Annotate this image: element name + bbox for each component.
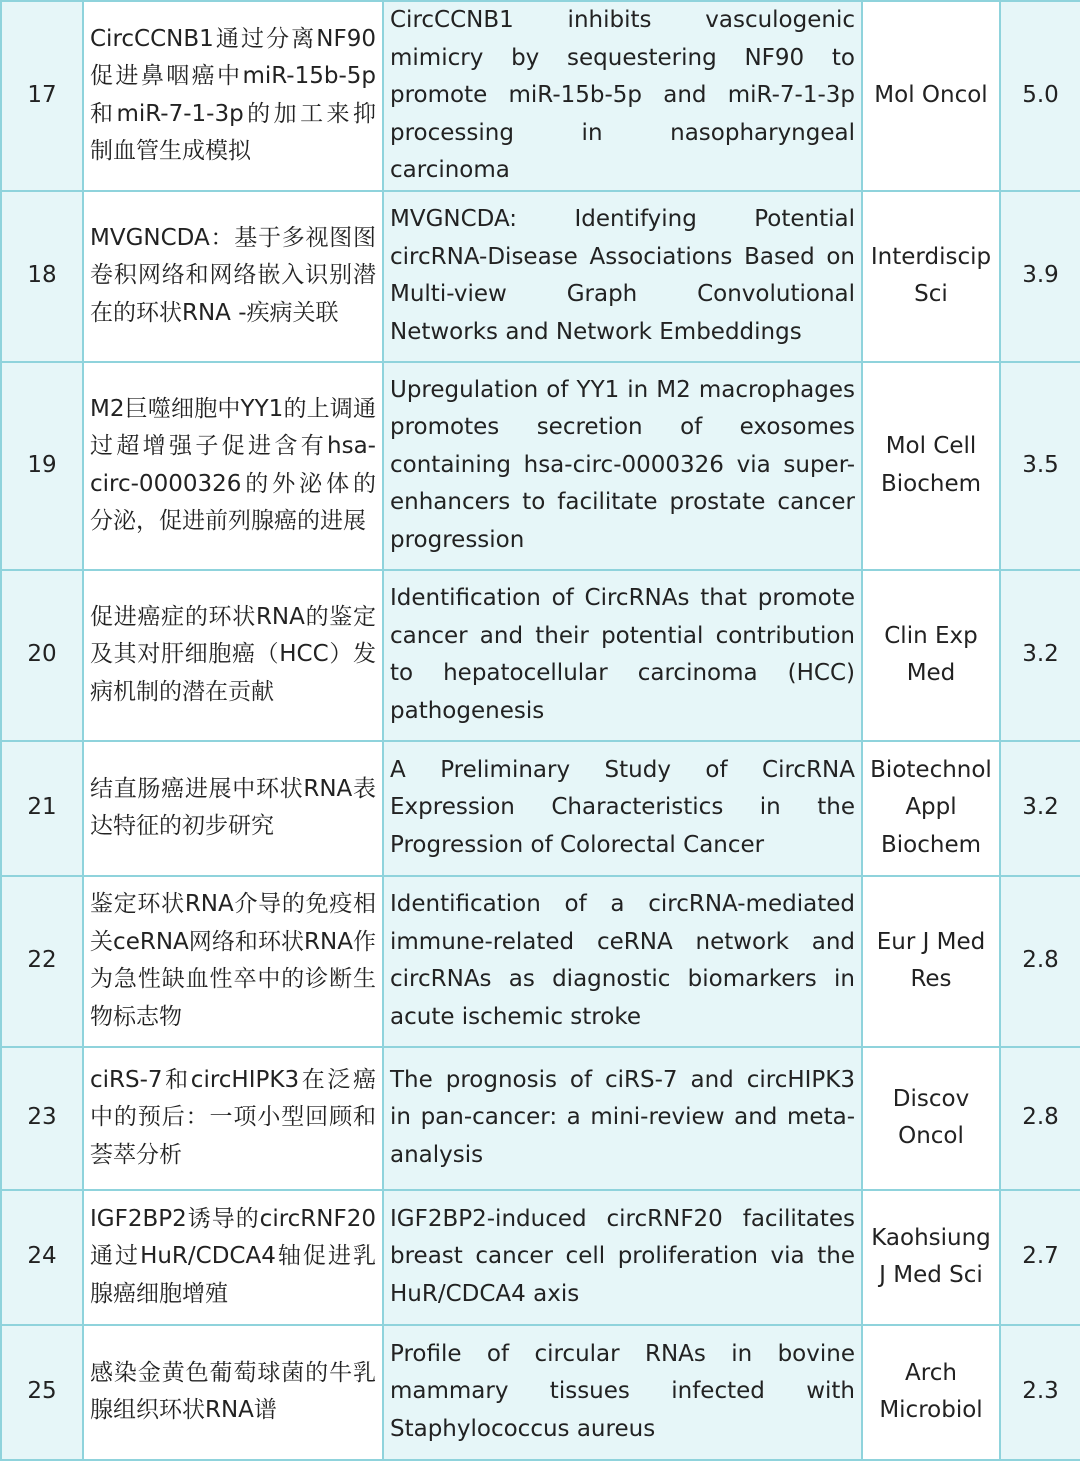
journal-name: Eur J Med Res bbox=[862, 876, 1000, 1047]
row-number: 22 bbox=[1, 876, 83, 1047]
english-title: IGF2BP2-induced circRNF20 facilitates breast cancer cell proliferation via the HuR/CDCA4 axis bbox=[383, 1190, 862, 1325]
impact-factor: 3.5 bbox=[1000, 362, 1080, 570]
row-number: 21 bbox=[1, 741, 83, 876]
english-title: MVGNCDA: Identifying Potential circRNA-Disease Associations Based on Multi-view Graph Convolutional Networks and Network Embeddings bbox=[383, 191, 862, 362]
impact-factor: 2.8 bbox=[1000, 876, 1080, 1047]
journal-name: Interdiscip Sci bbox=[862, 191, 1000, 362]
row-number: 18 bbox=[1, 191, 83, 362]
row-number: 23 bbox=[1, 1047, 83, 1190]
chinese-title: IGF2BP2诱导的circRNF20通过HuR/CDCA4轴促进乳腺癌细胞增殖 bbox=[83, 1190, 383, 1325]
impact-factor: 5.0 bbox=[1000, 1, 1080, 191]
english-title: CircCCNB1 inhibits vasculogenic mimicry by sequestering NF90 to promote miR-15b-5p and miR-7-1-3p processing in nasopharyngeal carcinoma bbox=[383, 1, 862, 191]
chinese-title: M2巨噬细胞中YY1的上调通过超增强子促进含有hsa-circ-0000326的外泌体的分泌，促进前列腺癌的进展 bbox=[83, 362, 383, 570]
chinese-title: ciRS-7和circHIPK3在泛癌中的预后：一项小型回顾和荟萃分析 bbox=[83, 1047, 383, 1190]
table-row bbox=[1, 1047, 1080, 1190]
row-number: 20 bbox=[1, 570, 83, 741]
journal-name: Discov Oncol bbox=[862, 1047, 1000, 1190]
table-row bbox=[1, 876, 1080, 1047]
row-number: 17 bbox=[1, 1, 83, 191]
english-title: The prognosis of ciRS-7 and circHIPK3 in pan-cancer: a mini-review and meta-analysis bbox=[383, 1047, 862, 1190]
impact-factor: 2.8 bbox=[1000, 1047, 1080, 1190]
english-title: Identification of CircRNAs that promote cancer and their potential contribution to hepatocellular carcinoma (HCC) pathogenesis bbox=[383, 570, 862, 741]
english-title: Profile of circular RNAs in bovine mammary tissues infected with Staphylococcus aureus bbox=[383, 1325, 862, 1460]
impact-factor: 3.9 bbox=[1000, 191, 1080, 362]
impact-factor: 3.2 bbox=[1000, 570, 1080, 741]
english-title: Identification of a circRNA-mediated immune-related ceRNA network and circRNAs as diagnostic biomarkers in acute ischemic stroke bbox=[383, 876, 862, 1047]
table-row bbox=[1, 362, 1080, 570]
chinese-title: 鉴定环状RNA介导的免疫相关ceRNA网络和环状RNA作为急性缺血性卒中的诊断生物标志物 bbox=[83, 876, 383, 1047]
chinese-title: 感染金黄色葡萄球菌的牛乳腺组织环状RNA谱 bbox=[83, 1325, 383, 1460]
table-row bbox=[1, 741, 1080, 876]
journal-name: Mol Cell Biochem bbox=[862, 362, 1000, 570]
table-row bbox=[1, 1325, 1080, 1460]
chinese-title: MVGNCDA：基于多视图图卷积网络和网络嵌入识别潜在的环状RNA -疾病关联 bbox=[83, 191, 383, 362]
table-row bbox=[1, 1190, 1080, 1325]
table-row bbox=[1, 570, 1080, 741]
journal-name: Mol Oncol bbox=[862, 1, 1000, 191]
english-title: Upregulation of YY1 in M2 macrophages promotes secretion of exosomes containing hsa-circ-0000326 via super-enhancers to facilitate prostate cancer progression bbox=[383, 362, 862, 570]
impact-factor: 3.2 bbox=[1000, 741, 1080, 876]
journal-name: Arch Microbiol bbox=[862, 1325, 1000, 1460]
chinese-title: CircCCNB1通过分离NF90促进鼻咽癌中miR-15b-5p和miR-7-1-3p的加工来抑制血管生成模拟 bbox=[83, 1, 383, 191]
row-number: 19 bbox=[1, 362, 83, 570]
chinese-title: 结直肠癌进展中环状RNA表达特征的初步研究 bbox=[83, 741, 383, 876]
row-number: 25 bbox=[1, 1325, 83, 1460]
english-title: A Preliminary Study of CircRNA Expression Characteristics in the Progression of Colorectal Cancer bbox=[383, 741, 862, 876]
journal-name: Kaohsiung J Med Sci bbox=[862, 1190, 1000, 1325]
journal-name: Biotechnol Appl Biochem bbox=[862, 741, 1000, 876]
table-row bbox=[1, 191, 1080, 362]
row-number: 24 bbox=[1, 1190, 83, 1325]
impact-factor: 2.3 bbox=[1000, 1325, 1080, 1460]
chinese-title: 促进癌症的环状RNA的鉴定及其对肝细胞癌（HCC）发病机制的潜在贡献 bbox=[83, 570, 383, 741]
table-row bbox=[1, 1, 1080, 191]
journal-name: Clin Exp Med bbox=[862, 570, 1000, 741]
impact-factor: 2.7 bbox=[1000, 1190, 1080, 1325]
